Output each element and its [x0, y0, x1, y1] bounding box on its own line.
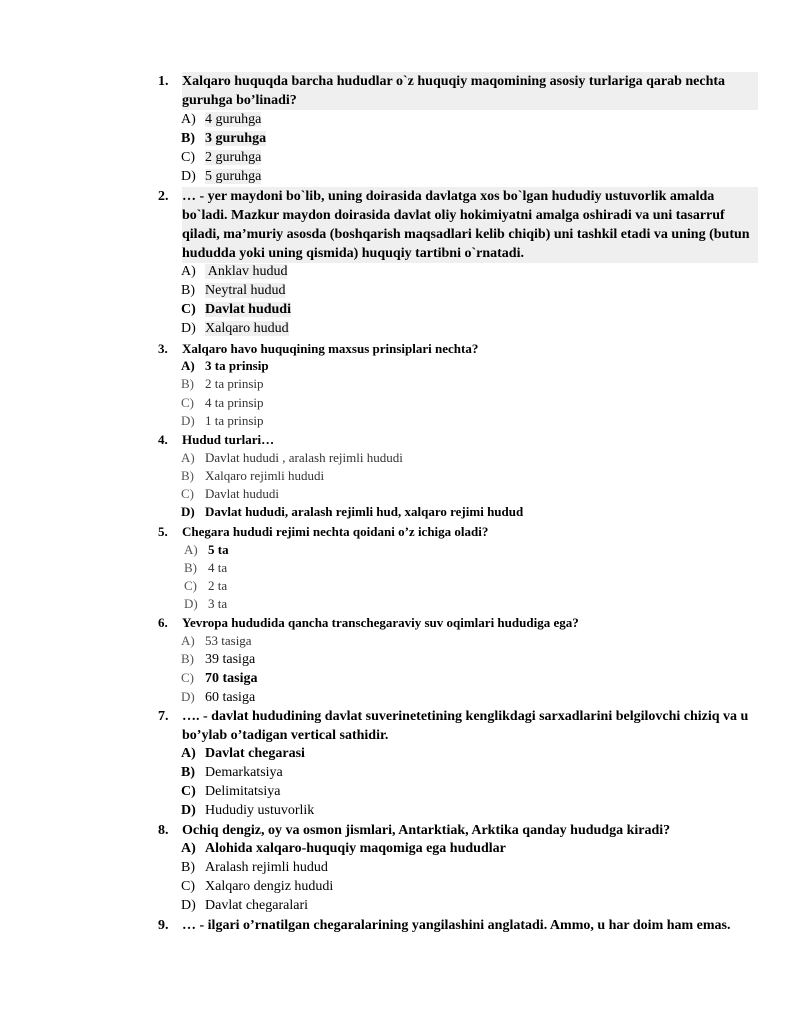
option-letter: C)	[181, 670, 194, 685]
question-number: 3.	[158, 341, 168, 356]
option-c	[181, 669, 258, 688]
option-d	[181, 503, 523, 521]
option-d	[181, 802, 314, 820]
option-text: 3 guruhga	[205, 131, 267, 146]
question-text: Hudud turlari…	[182, 432, 275, 447]
option-letter: B)	[181, 765, 195, 780]
option-a	[181, 632, 252, 650]
option-letter: A)	[181, 450, 195, 465]
option-letter: D)	[181, 413, 195, 428]
option-text: Anklav hudud	[205, 264, 288, 279]
option-d	[184, 595, 227, 613]
option-text: Neytral hudud	[205, 283, 286, 298]
option-c	[181, 149, 261, 167]
option-text: 2 ta	[208, 578, 228, 593]
option-text: 4 ta prinsip	[205, 395, 264, 410]
question-5	[158, 522, 758, 541]
option-c	[181, 485, 279, 503]
option-text: 2 guruhga	[205, 150, 262, 165]
option-letter: D)	[181, 689, 195, 704]
option-a	[181, 111, 261, 129]
option-letter: A)	[181, 633, 195, 648]
option-letter: C)	[181, 150, 195, 165]
option-text: 3 ta prinsip	[205, 358, 269, 373]
question-number: 2.	[158, 189, 169, 204]
option-letter: C)	[181, 395, 194, 410]
option-d	[181, 897, 308, 915]
question-number: 7.	[158, 709, 169, 724]
option-letter: A)	[181, 746, 196, 761]
option-letter: B)	[181, 131, 195, 146]
option-letter: B)	[181, 860, 195, 875]
question-2	[158, 187, 758, 263]
option-text: Davlat hududi , aralash rejimli hududi	[205, 450, 403, 465]
option-d	[181, 168, 261, 186]
option-letter: C)	[181, 784, 196, 799]
question-text: Yevropa hududida qancha transchegaraviy suv oqimlari hududiga ega?	[182, 615, 579, 630]
option-text: Demarkatsiya	[205, 765, 283, 780]
option-a	[181, 357, 269, 375]
option-c	[184, 577, 227, 595]
question-text: …. - davlat hududining davlat suverinetetining kenglikdagi sarxadlarini belgilovchi chiziq va u bo’ylab o’tadigan vertical sathidir.	[182, 709, 749, 743]
option-d	[181, 320, 289, 338]
option-a	[181, 745, 305, 763]
option-letter: D)	[181, 803, 196, 818]
option-letter: A)	[181, 841, 196, 856]
option-text: Davlat hududi	[205, 302, 291, 317]
option-letter: C)	[184, 578, 197, 593]
option-b	[184, 559, 227, 577]
option-b	[181, 859, 328, 877]
question-9	[158, 916, 758, 935]
option-text: 1 ta prinsip	[205, 413, 264, 428]
question-number: 1.	[158, 74, 169, 89]
option-b	[181, 130, 266, 148]
option-c	[181, 301, 291, 319]
question-6	[158, 613, 758, 632]
option-text: Xalqaro hudud	[205, 321, 289, 336]
question-number: 6.	[158, 615, 168, 630]
option-text: Alohida xalqaro-huquqiy maqomiga ega hududlar	[205, 841, 506, 856]
question-text: Xalqaro havo huquqining maxsus prinsiplari nechta?	[182, 341, 479, 356]
option-text: 53 tasiga	[205, 633, 252, 648]
option-text: Hududiy ustuvorlik	[205, 803, 315, 818]
option-text: 60 tasiga	[205, 690, 256, 705]
option-letter: C)	[181, 486, 194, 501]
question-text: … - yer maydoni bo`lib, uning doirasida davlatga xos bo`lgan hududiy ustuvorlik amalda bo`ladi. Mazkur maydon doirasida davlat oliy hokimiyatni amalga oshiradi va uni tasarruf qiladi, ma’muriy asosda (boshqarish maqsadlari kelib chiqib) uni tashkil etadi va uning (butun hududda yoki uning qismida) huquqiy tartibni o`rnatadi.	[182, 187, 758, 263]
option-text: Davlat hududi, aralash rejimli hud, xalqaro rejimi hudud	[205, 504, 524, 519]
option-letter: C)	[181, 879, 195, 894]
option-text: Davlat hududi	[205, 486, 280, 501]
option-letter: A)	[184, 542, 198, 557]
option-letter: A)	[181, 112, 196, 127]
question-text: Chegara hududi rejimi nechta qoidani o’z ichiga oladi?	[182, 524, 489, 539]
question-1	[158, 72, 758, 110]
question-7	[158, 707, 758, 745]
question-number: 4.	[158, 432, 168, 447]
option-c	[181, 783, 280, 801]
option-a	[181, 449, 403, 467]
question-4	[158, 430, 758, 449]
option-text: 2 ta prinsip	[205, 376, 264, 391]
option-text: Davlat chegaralari	[205, 898, 308, 913]
option-text: 3 ta	[208, 596, 228, 611]
option-text: Xalqaro dengiz hududi	[205, 879, 334, 894]
option-b	[181, 375, 264, 393]
option-letter: C)	[181, 302, 196, 317]
option-text: 4 ta	[208, 560, 228, 575]
option-a	[184, 541, 229, 559]
option-letter: D)	[181, 169, 196, 184]
option-letter: B)	[184, 560, 197, 575]
option-letter: A)	[181, 358, 195, 373]
option-d	[181, 412, 264, 430]
option-c	[181, 394, 264, 412]
question-number: 8.	[158, 823, 169, 838]
option-letter: B)	[181, 283, 195, 298]
option-text: Xalqaro rejimli hududi	[205, 468, 325, 483]
option-text: 70 tasiga	[205, 671, 258, 686]
option-text: Davlat chegarasi	[205, 746, 305, 761]
option-a	[181, 840, 506, 858]
option-text: Delimitatsiya	[205, 784, 281, 799]
question-text: Xalqaro huquqda barcha hududlar o`z huquqiy maqomining asosiy turlariga qarab nechta guruhga bo’linadi?	[182, 72, 758, 110]
option-text: 5 guruhga	[205, 169, 262, 184]
question-8	[158, 821, 758, 840]
option-letter: B)	[181, 376, 194, 391]
question-text: … - ilgari o’rnatilgan chegaralarining yangilashini anglatadi. Ammo, u har doim ham emas.	[182, 918, 731, 933]
question-number: 9.	[158, 918, 169, 933]
option-letter: D)	[181, 504, 195, 519]
option-text: 4 guruhga	[205, 112, 262, 127]
option-letter: D)	[181, 898, 196, 913]
option-b	[181, 467, 324, 485]
question-text: Ochiq dengiz, oy va osmon jismlari, Antarktiak, Arktika qanday hududga kiradi?	[182, 823, 671, 838]
option-letter: D)	[181, 321, 196, 336]
option-b	[181, 282, 285, 300]
option-letter: B)	[181, 651, 194, 666]
option-b	[181, 650, 255, 669]
option-letter: A)	[181, 264, 196, 279]
option-a	[181, 263, 287, 281]
option-text: 5 ta	[208, 542, 229, 557]
option-text: Aralash rejimli hudud	[205, 860, 328, 875]
option-letter: D)	[184, 596, 198, 611]
question-3	[158, 339, 758, 358]
option-c	[181, 878, 333, 896]
question-number: 5.	[158, 524, 168, 539]
option-text: 39 tasiga	[205, 652, 256, 667]
option-b	[181, 764, 283, 782]
option-d	[181, 688, 255, 707]
option-letter: B)	[181, 468, 194, 483]
